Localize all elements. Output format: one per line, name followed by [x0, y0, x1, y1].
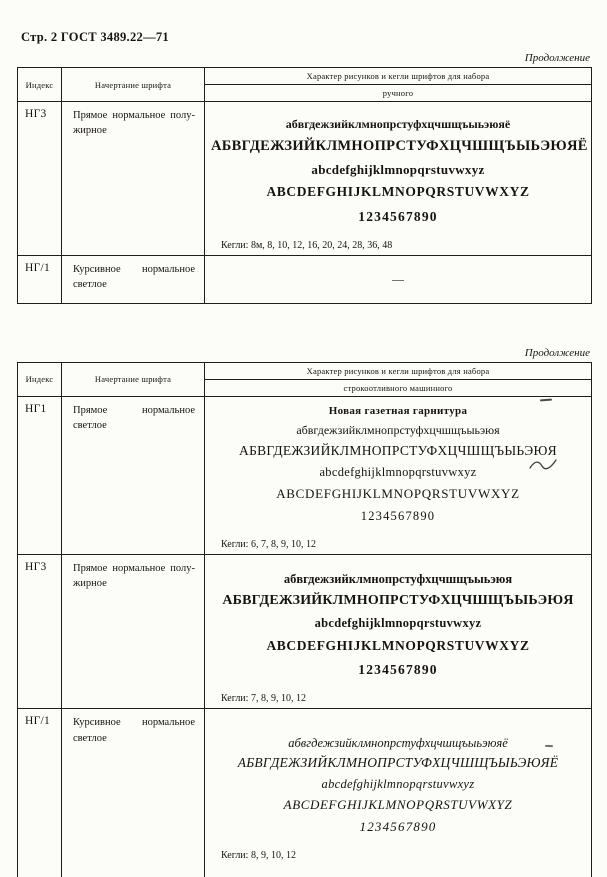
- table-row: [18, 396, 592, 554]
- col-header-set-type-manual: ручного: [205, 85, 592, 102]
- row-index-code: НГ3: [18, 555, 62, 709]
- table-row: [18, 555, 592, 709]
- specimen-uppercase-cyrillic: АБВГДЕЖЗИЙКЛМНОПРСТУФХЦЧШЩЪЫЬЭЮЯ: [222, 593, 574, 609]
- kegli-sizes: Кегли: 7, 8, 9, 10, 12: [221, 693, 306, 705]
- specimen-digits: 1234567890: [360, 508, 436, 523]
- table-row: [18, 709, 592, 877]
- col-header-style: Начертание шрифта: [62, 362, 205, 396]
- specimen-uppercase-cyrillic: АБВГДЕЖЗИЙКЛМНОПРСТУФХЦЧШЩЪЫЬЭЮЯЁ: [211, 137, 588, 154]
- table-row: [18, 255, 592, 303]
- specimen-lowercase-latin: abcdefghijklmnopqrstuvwxyz: [319, 465, 477, 480]
- specimen-uppercase-latin: ABCDEFGHIJKLMNOPQRSTUVWXYZ: [266, 184, 530, 200]
- col-header-style: Начертание шрифта: [62, 68, 205, 102]
- specimen-lowercase-cyrillic: абвгдежзийклмнопрстуфхцчшщъыьэюя: [296, 423, 500, 438]
- specimen-digits: 1234567890: [359, 819, 437, 835]
- col-header-set-type-linotype: строкоотливного машинного: [205, 379, 592, 396]
- continuation-label-manual: Продолжение: [524, 52, 590, 64]
- col-header-index: Индекс: [18, 68, 62, 102]
- continuation-label-linotype: Продолжение: [524, 346, 590, 359]
- specimen-uppercase-latin: ABCDEFGHIJKLMNOPQRSTUVWXYZ: [283, 796, 513, 812]
- table-row: [18, 102, 592, 256]
- col-header-character: Характер рисунков и кегли шрифтов для набора: [205, 362, 592, 379]
- specimen-uppercase-cyrillic: АБВГДЕЖЗИЙКЛМНОПРСТУФХЦЧШЩЪЫЬЭЮЯЁ: [237, 755, 559, 771]
- empty-placeholder-dash: —: [205, 255, 592, 303]
- specimen-lowercase-latin: abcdefghijklmnopqrstuvwxyz: [321, 776, 475, 791]
- manual-typesetting-table: [17, 67, 592, 304]
- specimen-uppercase-latin: ABCDEFGHIJKLMNOPQRSTUVWXYZ: [266, 637, 530, 653]
- specimen-lowercase-latin: abcdefghijklmnopqrstuvwxyz: [314, 615, 482, 630]
- row-index-code: НГ1: [18, 396, 62, 554]
- specimen-lowercase-cyrillic: абвгдежзийклмнопрстуфхцчшщъыьэюяё: [288, 736, 508, 751]
- kegli-sizes: Кегли: 8м, 8, 10, 12, 16, 20, 24, 28, 36, 48: [221, 239, 393, 251]
- handwritten-check-mark: [528, 457, 558, 473]
- specimen-cell: [205, 396, 592, 554]
- specimen-digits: 1234567890: [358, 208, 438, 224]
- row-index-code: НГ3: [18, 102, 62, 256]
- row-style-description: Прямое нормальное полу-жирное: [62, 102, 205, 256]
- col-header-index: Индекс: [18, 362, 62, 396]
- italic-specimen-block: [211, 737, 585, 834]
- typeface-title: Новая газетная гарнитура: [328, 404, 468, 417]
- specimen-cell: [205, 709, 592, 877]
- specimen-cell: [205, 555, 592, 709]
- specimen-uppercase-latin: ABCDEFGHIJKLMNOPQRSTUVWXYZ: [276, 486, 520, 502]
- kegli-sizes: Кегли: 6, 7, 8, 9, 10, 12: [221, 539, 316, 550]
- specimen-uppercase-cyrillic: АБВГДЕЖЗИЙКЛМНОПРСТУФХЦЧШЩЪЫЬЭЮЯ: [239, 442, 557, 458]
- row-style-description: Прямое нормальное полу-жирное: [62, 555, 205, 709]
- row-style-description: Прямое нормальное светлое: [62, 396, 205, 554]
- page-header: Стр. 2 ГОСТ 3489.22—71: [21, 30, 169, 44]
- row-index-code: НГ/1: [18, 709, 62, 877]
- row-style-description: Курсивное нормальное светлое: [62, 709, 205, 877]
- specimen-lowercase-cyrillic: абвгдежзийклмнопрстуфхцчшщъыьэюя: [283, 572, 513, 586]
- specimen-lowercase-cyrillic: абвгдежзийклмнопрстуфхцчшщъыьэюяё: [285, 117, 511, 131]
- section-gap: [0, 304, 607, 340]
- specimen-digits: 1234567890: [358, 662, 438, 678]
- col-header-character: Характер рисунков и кегли шрифтов для набора: [205, 68, 592, 85]
- row-index-code: НГ/1: [18, 255, 62, 303]
- row-style-description: Курсивное нормальное светлое: [62, 255, 205, 303]
- pencil-dash-mark: [545, 745, 553, 747]
- kegli-sizes: Кегли: 8, 9, 10, 12: [221, 849, 296, 861]
- linotype-typesetting-table: [17, 362, 592, 877]
- specimen-cell: [205, 102, 592, 256]
- specimen-lowercase-latin: abcdefghijklmnopqrstuvwxyz: [311, 161, 485, 177]
